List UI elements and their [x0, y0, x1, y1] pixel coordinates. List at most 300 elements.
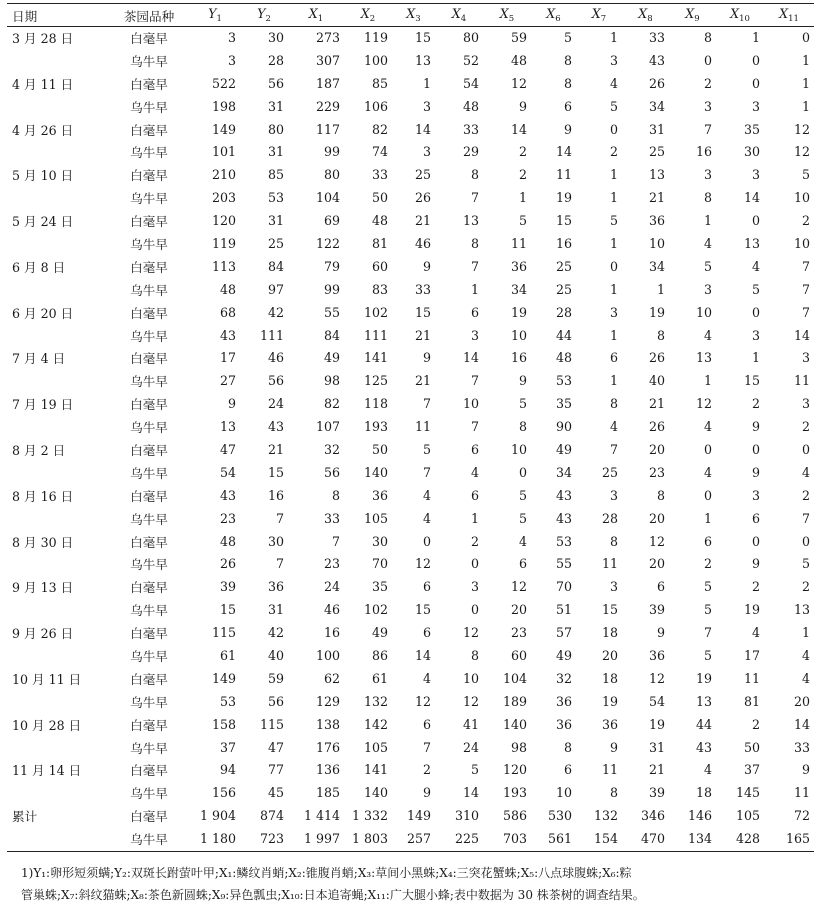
- value-cell: 41: [462, 716, 479, 732]
- value-cell: 31: [267, 98, 284, 114]
- variety-cell: 白毫早: [130, 809, 168, 825]
- date-cell: [8, 49, 108, 72]
- value-cell: 43: [555, 487, 572, 503]
- variety-cell: 白毫早: [130, 351, 168, 367]
- variety-cell: 白毫早: [130, 534, 168, 550]
- value-cell: 12: [414, 693, 431, 709]
- value-cell: 119: [211, 235, 236, 251]
- variable-symbol: X: [638, 6, 648, 21]
- value-cell: 12: [695, 396, 712, 412]
- value-cell: 4: [801, 647, 810, 663]
- value-cell: 129: [315, 693, 340, 709]
- value-cell: 28: [555, 304, 572, 320]
- variable-symbol: X: [451, 6, 461, 21]
- value-cell: 4: [422, 510, 431, 526]
- value-cell: 3: [801, 350, 810, 366]
- value-cell: 7: [703, 121, 712, 137]
- value-cell: 28: [267, 52, 284, 68]
- date-cell: [8, 507, 108, 530]
- value-cell: 100: [315, 647, 340, 663]
- value-cell: 43: [267, 419, 284, 435]
- value-cell: 6: [563, 762, 572, 778]
- value-cell: 140: [363, 785, 388, 801]
- value-cell: 874: [259, 808, 284, 824]
- value-cell: 55: [555, 556, 572, 572]
- value-cell: 16: [555, 235, 572, 251]
- value-cell: 19: [695, 670, 712, 686]
- value-cell: 46: [267, 350, 284, 366]
- value-cell: 39: [648, 602, 665, 618]
- value-cell: 203: [211, 190, 236, 206]
- value-cell: 6: [609, 350, 618, 366]
- value-cell: 31: [648, 121, 665, 137]
- value-cell: 32: [323, 441, 340, 457]
- value-cell: 74: [371, 144, 388, 160]
- value-cell: 12: [414, 556, 431, 572]
- variety-cell: 白毫早: [130, 580, 168, 596]
- value-cell: 307: [315, 52, 340, 68]
- variable-header: [622, 4, 669, 26]
- value-cell: 30: [371, 533, 388, 549]
- value-cell: 11: [601, 556, 618, 572]
- value-cell: 0: [422, 533, 431, 549]
- value-cell: 111: [259, 327, 284, 343]
- variable-symbol: X: [546, 6, 556, 21]
- value-cell: 14: [793, 327, 810, 343]
- value-cell: 3: [703, 281, 712, 297]
- value-cell: 20: [601, 647, 618, 663]
- value-cell: 33: [648, 29, 665, 45]
- value-cell: 1: [703, 373, 712, 389]
- value-cell: 6: [470, 487, 479, 503]
- variable-symbol: X: [685, 6, 695, 21]
- variety-cell: 乌牛早: [130, 465, 168, 481]
- variety-cell: 乌牛早: [130, 191, 168, 207]
- value-cell: 53: [219, 693, 236, 709]
- value-cell: 7: [470, 373, 479, 389]
- value-cell: 6: [422, 716, 431, 732]
- variable-subscript: 11: [788, 14, 799, 24]
- table-body: [8, 26, 814, 850]
- value-cell: 47: [219, 441, 236, 457]
- table-row: [8, 392, 814, 415]
- table-row: [8, 552, 814, 575]
- value-cell: 4: [609, 75, 618, 91]
- value-cell: 90: [555, 419, 572, 435]
- value-cell: 14: [555, 144, 572, 160]
- value-cell: 23: [648, 464, 665, 480]
- date-cell: 4 月 26 日: [12, 122, 74, 138]
- table-row: [8, 667, 814, 690]
- variety-cell: 白毫早: [130, 763, 168, 779]
- variety-cell: 白毫早: [130, 30, 168, 46]
- value-cell: 3: [422, 98, 431, 114]
- value-cell: 55: [323, 304, 340, 320]
- value-cell: 3: [801, 396, 810, 412]
- value-cell: 1: [751, 350, 760, 366]
- variety-cell: 白毫早: [130, 442, 168, 458]
- value-cell: 47: [267, 739, 284, 755]
- variety-cell: 乌牛早: [130, 236, 168, 252]
- value-cell: 12: [793, 121, 810, 137]
- value-cell: 35: [371, 579, 388, 595]
- variable-symbol: Y: [257, 6, 266, 21]
- value-cell: 225: [454, 831, 479, 847]
- table-footnote: [21, 862, 811, 906]
- value-cell: 189: [502, 693, 527, 709]
- date-cell: 8 月 30 日: [12, 534, 74, 550]
- value-cell: 69: [323, 213, 340, 229]
- value-cell: 8: [703, 190, 712, 206]
- value-cell: 35: [743, 121, 760, 137]
- value-cell: 31: [267, 213, 284, 229]
- table-row: [8, 598, 814, 621]
- value-cell: 18: [695, 785, 712, 801]
- date-cell: 8 月 2 日: [12, 442, 66, 458]
- value-cell: 6: [470, 441, 479, 457]
- value-cell: 5: [470, 762, 479, 778]
- value-cell: 1: [801, 98, 810, 114]
- value-cell: 8: [563, 52, 572, 68]
- value-cell: 5: [609, 98, 618, 114]
- table-row: [8, 278, 814, 301]
- value-cell: 12: [462, 625, 479, 641]
- table-row: [8, 163, 814, 186]
- value-cell: 1: [703, 213, 712, 229]
- value-cell: 9: [422, 350, 431, 366]
- variable-subscript: 7: [600, 14, 607, 24]
- value-cell: 7: [331, 533, 340, 549]
- value-cell: 85: [371, 75, 388, 91]
- value-cell: 10: [555, 785, 572, 801]
- value-cell: 19: [743, 602, 760, 618]
- variable-symbol: X: [499, 6, 509, 21]
- value-cell: 5: [518, 213, 527, 229]
- value-cell: 140: [502, 716, 527, 732]
- value-cell: 561: [547, 831, 572, 847]
- value-cell: 25: [414, 167, 431, 183]
- value-cell: 3: [751, 487, 760, 503]
- value-cell: 39: [219, 579, 236, 595]
- variable-subscript: 1: [216, 14, 222, 24]
- value-cell: 8: [609, 785, 618, 801]
- value-cell: 72: [793, 808, 810, 824]
- date-cell: 7 月 4 日: [12, 351, 66, 367]
- value-cell: 132: [363, 693, 388, 709]
- value-cell: 14: [414, 121, 431, 137]
- value-cell: 25: [555, 258, 572, 274]
- value-cell: 9: [751, 419, 760, 435]
- value-cell: 1: [470, 510, 479, 526]
- value-cell: 4: [422, 487, 431, 503]
- variable-subscript: 2: [265, 14, 271, 24]
- value-cell: 146: [687, 808, 712, 824]
- value-cell: 12: [648, 670, 665, 686]
- value-cell: 187: [315, 75, 340, 91]
- table-bottom-rule: [7, 851, 814, 852]
- value-cell: 24: [267, 396, 284, 412]
- value-cell: 141: [363, 350, 388, 366]
- date-header: 日期: [12, 8, 38, 24]
- variable-header: [240, 4, 288, 26]
- variable-header: [288, 4, 344, 26]
- value-cell: 1: [422, 75, 431, 91]
- value-cell: 5: [801, 556, 810, 572]
- value-cell: 11: [510, 235, 527, 251]
- table-row: [8, 827, 814, 850]
- table-row: [8, 346, 814, 369]
- value-cell: 8: [331, 487, 340, 503]
- value-cell: 27: [219, 373, 236, 389]
- value-cell: 1: [609, 327, 618, 343]
- variable-header: [531, 4, 576, 26]
- value-cell: 185: [315, 785, 340, 801]
- value-cell: 37: [219, 739, 236, 755]
- value-cell: 57: [555, 625, 572, 641]
- variable-subscript: 2: [369, 14, 376, 24]
- value-cell: 11: [793, 373, 810, 389]
- value-cell: 53: [555, 533, 572, 549]
- value-cell: 49: [555, 647, 572, 663]
- value-cell: 5: [751, 281, 760, 297]
- header-row: [8, 4, 814, 26]
- date-cell: 7 月 19 日: [12, 397, 74, 413]
- value-cell: 94: [219, 762, 236, 778]
- variable-symbol: X: [779, 6, 789, 21]
- value-cell: 17: [743, 647, 760, 663]
- value-cell: 176: [315, 739, 340, 755]
- value-cell: 470: [640, 831, 665, 847]
- value-cell: 50: [743, 739, 760, 755]
- value-cell: 3: [703, 98, 712, 114]
- date-cell: [8, 415, 108, 438]
- value-cell: 8: [609, 533, 618, 549]
- value-cell: 56: [267, 75, 284, 91]
- value-cell: 149: [211, 670, 236, 686]
- value-cell: 13: [695, 693, 712, 709]
- value-cell: 16: [267, 487, 284, 503]
- table-row: [8, 575, 814, 598]
- value-cell: 0: [751, 304, 760, 320]
- value-cell: 25: [648, 144, 665, 160]
- value-cell: 80: [267, 121, 284, 137]
- value-cell: 8: [656, 487, 665, 503]
- value-cell: 1: [470, 281, 479, 297]
- table-row: [8, 759, 814, 782]
- value-cell: 25: [555, 281, 572, 297]
- value-cell: 15: [414, 602, 431, 618]
- date-cell: 10 月 11 日: [12, 671, 82, 687]
- value-cell: 97: [267, 281, 284, 297]
- value-cell: 49: [555, 441, 572, 457]
- value-cell: 0: [609, 121, 618, 137]
- value-cell: 82: [371, 121, 388, 137]
- variable-header: [344, 4, 392, 26]
- value-cell: 21: [648, 396, 665, 412]
- value-cell: 10: [462, 670, 479, 686]
- table-row: [8, 461, 814, 484]
- value-cell: 14: [414, 647, 431, 663]
- variable-symbol: X: [406, 6, 416, 21]
- value-cell: 34: [648, 258, 665, 274]
- value-cell: 1 803: [351, 831, 388, 847]
- value-cell: 19: [601, 693, 618, 709]
- variety-cell: 白毫早: [130, 214, 168, 230]
- value-cell: 9: [751, 556, 760, 572]
- value-cell: 6: [703, 533, 712, 549]
- variety-cell: 白毫早: [130, 488, 168, 504]
- value-cell: 99: [323, 144, 340, 160]
- variable-symbol: X: [730, 6, 740, 21]
- value-cell: 0: [751, 533, 760, 549]
- value-cell: 9: [801, 762, 810, 778]
- value-cell: 19: [648, 716, 665, 732]
- value-cell: 14: [462, 350, 479, 366]
- value-cell: 19: [648, 304, 665, 320]
- value-cell: 40: [648, 373, 665, 389]
- variety-cell: 乌牛早: [130, 740, 168, 756]
- value-cell: 21: [648, 190, 665, 206]
- value-cell: 83: [371, 281, 388, 297]
- variety-cell: 乌牛早: [130, 99, 168, 115]
- variable-symbol: X: [591, 6, 601, 21]
- value-cell: 145: [735, 785, 760, 801]
- date-cell: [8, 827, 108, 850]
- value-cell: 8: [703, 29, 712, 45]
- value-cell: 0: [470, 556, 479, 572]
- value-cell: 43: [219, 487, 236, 503]
- variable-subscript: 1: [317, 14, 324, 24]
- variety-cell: 乌牛早: [130, 694, 168, 710]
- value-cell: 98: [510, 739, 527, 755]
- value-cell: 10: [695, 304, 712, 320]
- value-cell: 0: [470, 602, 479, 618]
- value-cell: 36: [267, 579, 284, 595]
- value-cell: 115: [259, 716, 284, 732]
- value-cell: 9: [563, 121, 572, 137]
- value-cell: 1: [801, 625, 810, 641]
- table-row: [8, 232, 814, 255]
- value-cell: 52: [462, 52, 479, 68]
- value-cell: 4: [470, 464, 479, 480]
- value-cell: 10: [793, 190, 810, 206]
- value-cell: 8: [656, 327, 665, 343]
- value-cell: 346: [640, 808, 665, 824]
- value-cell: 257: [406, 831, 431, 847]
- value-cell: 3: [609, 304, 618, 320]
- value-cell: 24: [323, 579, 340, 595]
- value-cell: 11: [743, 670, 760, 686]
- value-cell: 142: [363, 716, 388, 732]
- value-cell: 586: [502, 808, 527, 824]
- value-cell: 20: [793, 693, 810, 709]
- value-cell: 20: [648, 556, 665, 572]
- value-cell: 14: [510, 121, 527, 137]
- value-cell: 36: [601, 716, 618, 732]
- value-cell: 34: [510, 281, 527, 297]
- value-cell: 4: [703, 464, 712, 480]
- value-cell: 1 180: [199, 831, 236, 847]
- value-cell: 59: [267, 670, 284, 686]
- value-cell: 81: [743, 693, 760, 709]
- variable-header: [576, 4, 622, 26]
- value-cell: 8: [563, 739, 572, 755]
- value-cell: 522: [211, 75, 236, 91]
- date-cell: [8, 690, 108, 713]
- value-cell: 26: [414, 190, 431, 206]
- date-cell: [8, 278, 108, 301]
- value-cell: 3: [703, 167, 712, 183]
- value-cell: 30: [743, 144, 760, 160]
- value-cell: 70: [371, 556, 388, 572]
- date-cell: 6 月 8 日: [12, 259, 66, 275]
- value-cell: 12: [793, 144, 810, 160]
- value-cell: 37: [743, 762, 760, 778]
- value-cell: 3: [751, 98, 760, 114]
- value-cell: 26: [648, 75, 665, 91]
- value-cell: 138: [315, 716, 340, 732]
- value-cell: 105: [363, 739, 388, 755]
- variable-subscript: 3: [415, 14, 421, 24]
- variable-header: [483, 4, 531, 26]
- value-cell: 13: [793, 602, 810, 618]
- value-cell: 36: [371, 487, 388, 503]
- value-cell: 1: [609, 167, 618, 183]
- variety-cell: 乌牛早: [130, 786, 168, 802]
- value-cell: 98: [323, 373, 340, 389]
- value-cell: 84: [323, 327, 340, 343]
- value-cell: 723: [259, 831, 284, 847]
- value-cell: 36: [555, 693, 572, 709]
- value-cell: 7: [801, 510, 810, 526]
- value-cell: 2: [751, 579, 760, 595]
- value-cell: 24: [462, 739, 479, 755]
- value-cell: 5: [703, 647, 712, 663]
- value-cell: 4: [703, 419, 712, 435]
- table-row: [8, 324, 814, 347]
- value-cell: 15: [414, 29, 431, 45]
- table-row: [8, 415, 814, 438]
- variable-subscript: 8: [647, 14, 653, 24]
- value-cell: 61: [219, 647, 236, 663]
- variable-subscript: 9: [694, 14, 700, 24]
- variety-cell: 乌牛早: [130, 282, 168, 298]
- date-cell: 11 月 14 日: [12, 763, 82, 779]
- value-cell: 18: [601, 625, 618, 641]
- value-cell: 32: [555, 670, 572, 686]
- value-cell: 15: [601, 602, 618, 618]
- value-cell: 12: [510, 579, 527, 595]
- value-cell: 61: [371, 670, 388, 686]
- value-cell: 26: [219, 556, 236, 572]
- value-cell: 48: [219, 281, 236, 297]
- value-cell: 9: [422, 258, 431, 274]
- value-cell: 46: [414, 235, 431, 251]
- value-cell: 11: [793, 785, 810, 801]
- variety-cell: 白毫早: [130, 626, 168, 642]
- table-row: [8, 186, 814, 209]
- footnote-line-2: 管巢蛛;X₇:斜纹猫蛛;X₈:茶色新圆蛛;X₉:异色瓢虫;X₁₀:日本追寄蝇;X₁₁:广大腿小蜂;表中数据为 30 株茶树的调查结果。: [21, 888, 645, 902]
- value-cell: 35: [555, 396, 572, 412]
- value-cell: 20: [648, 510, 665, 526]
- value-cell: 56: [267, 693, 284, 709]
- table-row: [8, 438, 814, 461]
- value-cell: 84: [267, 258, 284, 274]
- value-cell: 45: [267, 785, 284, 801]
- value-cell: 5: [518, 487, 527, 503]
- value-cell: 3: [470, 579, 479, 595]
- value-cell: 48: [462, 98, 479, 114]
